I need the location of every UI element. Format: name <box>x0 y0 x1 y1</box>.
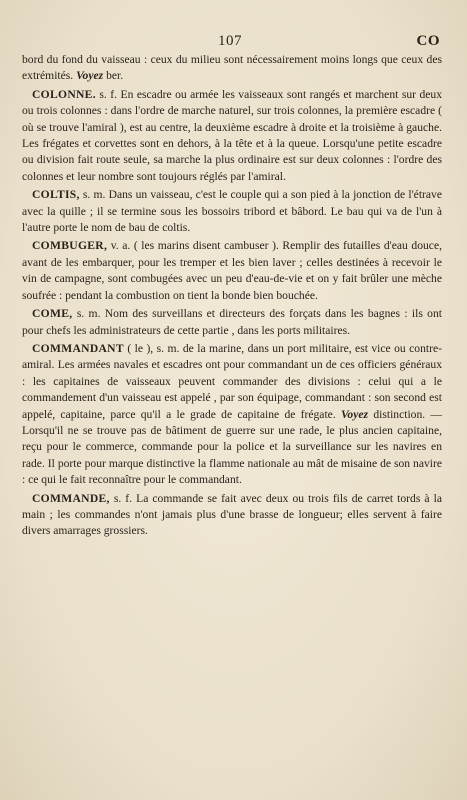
running-head: CO <box>416 33 440 49</box>
entry-commandant <box>22 341 442 489</box>
entry-colonne <box>22 87 442 185</box>
entry-term: COMMANDANT <box>32 341 124 355</box>
entry-come <box>22 306 442 339</box>
entry-text: s. f. En escadre ou armée les vaisseaux sont rangés et marchent sur deux ou trois colonnes : dans l'ordre de marche naturel, sur trois colonnes, la première escadre ( où se trouve l'amiral ), est au centre, la deuxième escadre à droite et la troisième à gauche. Les frégates et corvettes sont en dehors, à la tête et à la queue. Lorsqu'une petite escadre ou division fait route seule, sa marche la plus ordinaire est sur deux colonnes : l'ordre des colonnes et leur nombre sont toujours réglés par l'amiral. <box>22 87 442 183</box>
entry-commande <box>22 491 442 540</box>
entry-term: COLONNE. <box>32 87 96 101</box>
entry-text-after: distinction. — Lorsqu'il ne se trouve pas de bâtiment de guerre sur une rade, le plus ancien capitaine, reçu pour le commerce, commande pour la police et la surveillance sur les navires en rade. Il porte pour marque distinctive la flamme nationale au mât de misaine de son navire : ce qui le fait reconnaître pour le commandant. <box>22 407 443 487</box>
entry-text: s. f. La commande se fait avec deux ou trois fils de carret tords à la main ; les commandes n'ont jamais plus d'une brasse de longueur; elles servent à faire divers amarrages grossiers. <box>22 491 442 538</box>
entry-text: s. m. Dans un vaisseau, c'est le couple qui a son pied à la jonction de l'étrave avec la quille ; il se termine sous les bossoirs tribord et bâbord. Le bau qui va de l'un à l'autre porte le nom de bau de coltis. <box>22 188 442 235</box>
entry-coltis <box>22 187 442 236</box>
see-reference: Voyez <box>76 69 104 83</box>
entry-term: COMBUGER, <box>32 239 108 253</box>
page-header <box>20 33 440 51</box>
entry-term: COME, <box>32 307 73 321</box>
entry-combuger <box>22 238 442 304</box>
page-number: 107 <box>218 33 242 49</box>
entry-text: v. a. ( les marins disent cambuser ). Remplir des futailles d'eau douce, avant de les embarquer, pour les tremper et les bien laver ; celles destinées à recevoir le vin de campagne, sont combugées avec un peu d'eau-de-vie et on y fait brûler une mèche soufrée : pendant la combustion on tient la bonde bien bouchée. <box>22 239 442 302</box>
entry-text: ( le ), s. m. de la marine, dans un port militaire, est vice ou contre-amiral. Les armées navales et escadres ont pour commandant un de ces officiers généraux : les capitaines de vaisseaux peuvent commander des divisions : celui qui a le commandement d'un vaisseau est appelé , par son équipage, commandant : son second est appelé, capitaine, parce qu'il a le grade de capitaine de frégate. <box>22 341 442 421</box>
entry-term: COLTIS, <box>32 188 80 202</box>
entry-term: COMMANDE, <box>32 491 110 505</box>
entry-continuation <box>22 52 442 85</box>
entry-text-after: ber. <box>106 69 124 83</box>
entry-text: s. m. Nom des surveillans et directeurs des forçats dans les bagnes : ils ont pour chefs les administrateurs de cette partie , dans les ports militaires. <box>22 307 442 337</box>
dictionary-text <box>22 52 442 542</box>
entry-text: bord du fond du vaisseau : ceux du milieu sont nécessairement moins longs que ceux des extrémités. <box>22 53 442 83</box>
see-reference: Voyez <box>340 407 369 421</box>
